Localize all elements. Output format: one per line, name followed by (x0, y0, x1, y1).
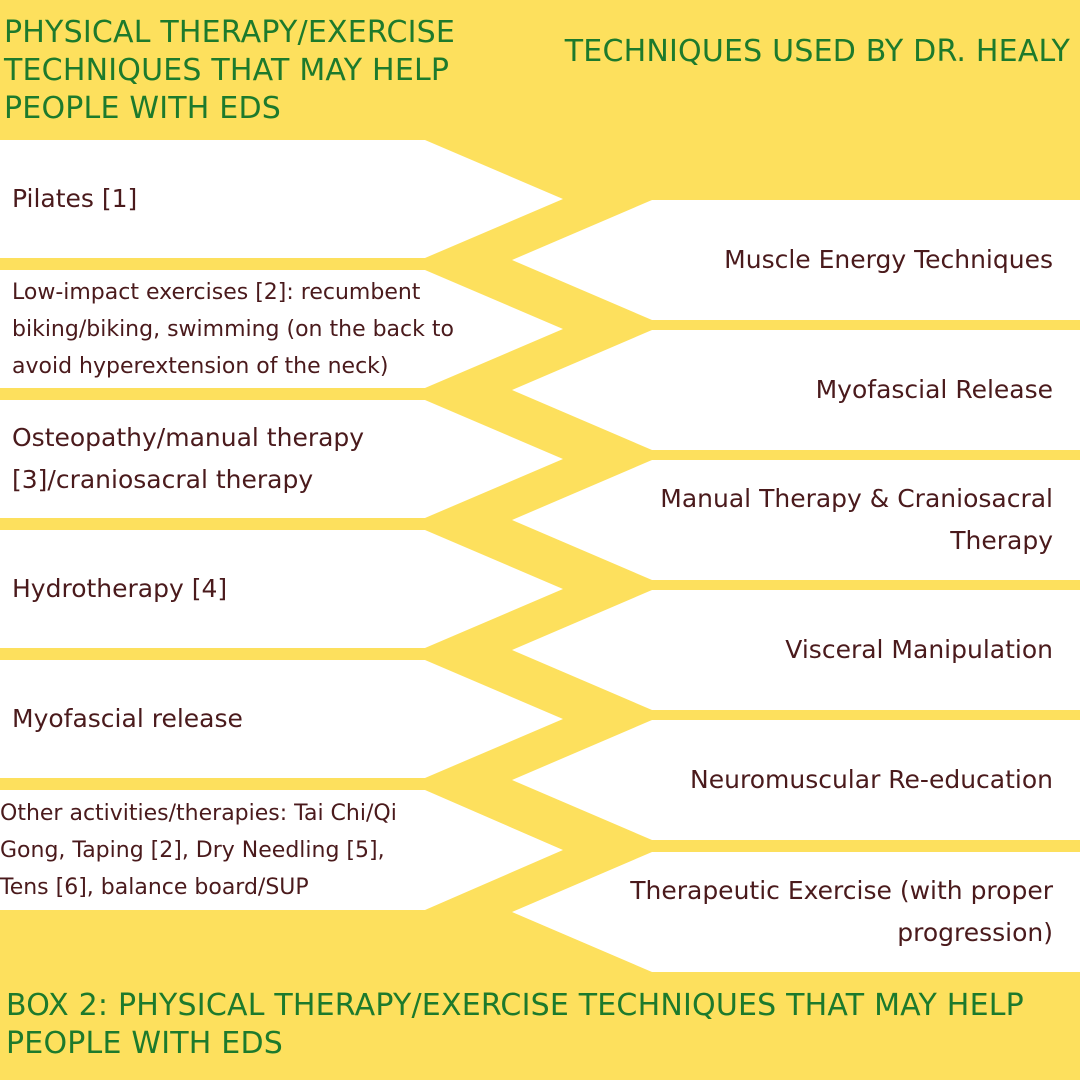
right-item-line: Therapeutic Exercise (with proper (630, 876, 1053, 905)
right-item-text (630, 870, 1053, 954)
right-item-line: Manual Therapy & Craniosacral (660, 484, 1053, 513)
left-item-text (0, 795, 397, 906)
left-item-line: Other activities/therapies: Tai Chi/Qi (0, 800, 397, 826)
left-item-line: avoid hyperextension of the neck) (12, 353, 389, 379)
left-item-line: Gong, Taping [2], Dry Needling [5], (0, 837, 385, 863)
right-item-line: Visceral Manipulation (785, 635, 1053, 664)
caption-line: BOX 2: PHYSICAL THERAPY/EXERCISE TECHNIQUES THAT MAY HELP (6, 988, 1024, 1023)
left-item-line: Low-impact exercises [2]: recumbent (12, 279, 421, 305)
left-column-heading (4, 14, 455, 128)
right-item-text (690, 760, 1053, 800)
left-heading-line: PEOPLE WITH EDS (4, 91, 281, 126)
left-item-text (12, 274, 454, 385)
caption-line: PEOPLE WITH EDS (6, 1026, 283, 1061)
left-item-line: Tens [6], balance board/SUP (0, 874, 309, 900)
left-item-line: biking/biking, swimming (on the back to (12, 316, 454, 342)
left-heading-line: TECHNIQUES THAT MAY HELP (4, 53, 450, 88)
left-item-text (12, 699, 243, 739)
left-item-text (12, 417, 364, 501)
right-item-line: Therapy (950, 526, 1053, 555)
left-heading-line: PHYSICAL THERAPY/EXERCISE (4, 15, 456, 50)
right-item-text (724, 240, 1053, 280)
right-item-line: Myofascial Release (815, 375, 1053, 404)
right-item-text (785, 630, 1053, 670)
left-item-text (12, 569, 227, 609)
left-item-text (12, 179, 137, 219)
figure-caption (6, 987, 1024, 1063)
right-item-text (660, 478, 1053, 562)
right-column-heading: TECHNIQUES USED BY DR. HEALY (564, 34, 1070, 69)
left-item-line: Pilates [1] (12, 184, 138, 213)
right-item-line: Muscle Energy Techniques (724, 245, 1053, 274)
left-item-line: Myofascial release (12, 704, 243, 733)
left-item-line: Hydrotherapy [4] (12, 574, 228, 603)
left-item-line: Osteopathy/manual therapy (12, 423, 365, 452)
right-item-line: Neuromuscular Re-education (690, 765, 1053, 794)
left-item-line: [3]/craniosacral therapy (12, 465, 314, 494)
right-item-line: progression) (897, 918, 1053, 947)
right-item-text (816, 370, 1053, 410)
